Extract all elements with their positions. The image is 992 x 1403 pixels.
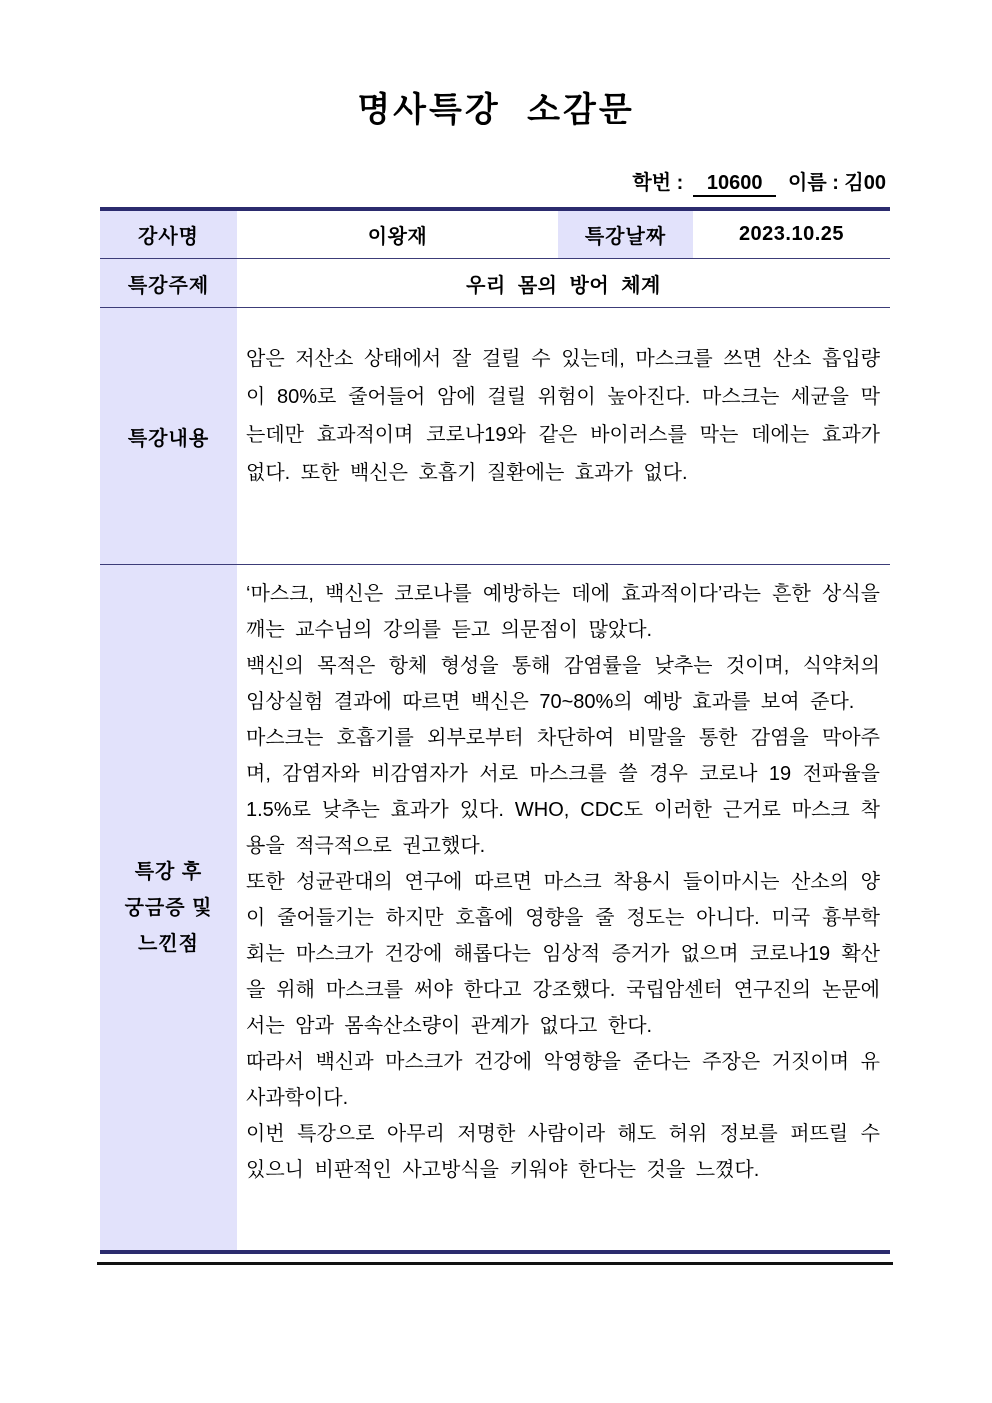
reflection-paragraph: 또한 성균관대의 연구에 따르면 마스크 착용시 들이마시는 산소의 양이 줄어들기는 하지만 호흡에 영향을 줄 정도는 아니다. 미국 흉부학회는 마스크가 건강에 해롭다는 임상적 증거가 없으며 코로나19 확산을 위해 마스크를 써야 한다고 강조했다. 국립암센터 연구진의 논문에서는 암과 몸속산소량이 관계가 없다고 한다. <box>246 871 880 1037</box>
lecturer-value-cell: 이왕재 <box>367 226 428 248</box>
page-title: 명사특강 소감문 <box>357 91 635 129</box>
student-id-value: 10600 <box>693 172 777 197</box>
reflection-label-line: 궁금증 및 <box>124 896 213 919</box>
reflection-paragraph: 백신의 목적은 항체 형성을 통해 감염률을 낮추는 것이며, 식약처의 임상실험 결과에 따르면 백신은 70~80%의 예방 효과를 보여 준다. <box>246 655 880 713</box>
reflection-label-cell <box>100 565 237 1250</box>
table-row-lecturer-date <box>100 211 890 258</box>
student-name: 이름 : 김00 <box>788 172 886 194</box>
reflection-text-cell <box>237 565 890 1250</box>
lecturer-label-cell: 강사명 <box>100 211 237 258</box>
reflection-paragraph: ‘마스크, 백신은 코로나를 예방하는 데에 효과적이다’라는 흔한 상식을 깨는 교수님의 강의를 듣고 의문점이 많았다. <box>246 583 880 641</box>
bottom-double-rule <box>97 1262 893 1265</box>
reflection-paragraph: 따라서 백신과 마스크가 건강에 악영향을 준다는 주장은 거짓이며 유사과학이다. <box>246 1051 880 1109</box>
reflection-label-line: 특강 후 <box>134 860 203 883</box>
student-id-label: 학번 : <box>632 172 684 194</box>
reflection-paragraph: 마스크는 호흡기를 외부로부터 차단하여 비말을 통한 감염을 막아주며, 감염자와 비감염자가 서로 마스크를 쓸 경우 코로나 19 전파율을 1.5%로 낮추는 효과가 있다. WHO, CDC도 이러한 근거로 마스크 착용을 적극적으로 권고했다. <box>246 727 880 857</box>
table-row-reflection <box>100 564 890 1250</box>
date-label-cell: 특강날짜 <box>558 211 693 258</box>
reflection-label-line: 느낀점 <box>138 932 199 955</box>
topic-value-cell: 우리 몸의 방어 체계 <box>466 274 661 297</box>
reflection-form-table <box>100 207 890 1254</box>
table-row-topic <box>100 258 890 307</box>
date-value-cell: 2023.10.25 <box>738 223 845 245</box>
reflection-paragraph: 이번 특강으로 아무리 저명한 사람이라 해도 허위 정보를 퍼뜨릴 수 있으니 비판적인 사고방식을 키워야 한다는 것을 느꼈다. <box>246 1123 880 1181</box>
content-paragraph: 암은 저산소 상태에서 잘 걸릴 수 있는데, 마스크를 쓰면 산소 흡입량이 80%로 줄어들어 암에 걸릴 위험이 높아진다. 마스크는 세균을 막는데만 효과적이며 코로나19와 같은 바이러스를 막는 데에는 효과가 없다. 또한 백신은 호흡기 질환에는 효과가 없다. <box>246 348 880 484</box>
topic-label-cell: 특강주제 <box>100 259 237 307</box>
content-text-cell <box>237 308 890 564</box>
content-label-cell: 특강내용 <box>100 308 237 564</box>
student-info-line <box>632 166 890 197</box>
table-row-content <box>100 307 890 564</box>
